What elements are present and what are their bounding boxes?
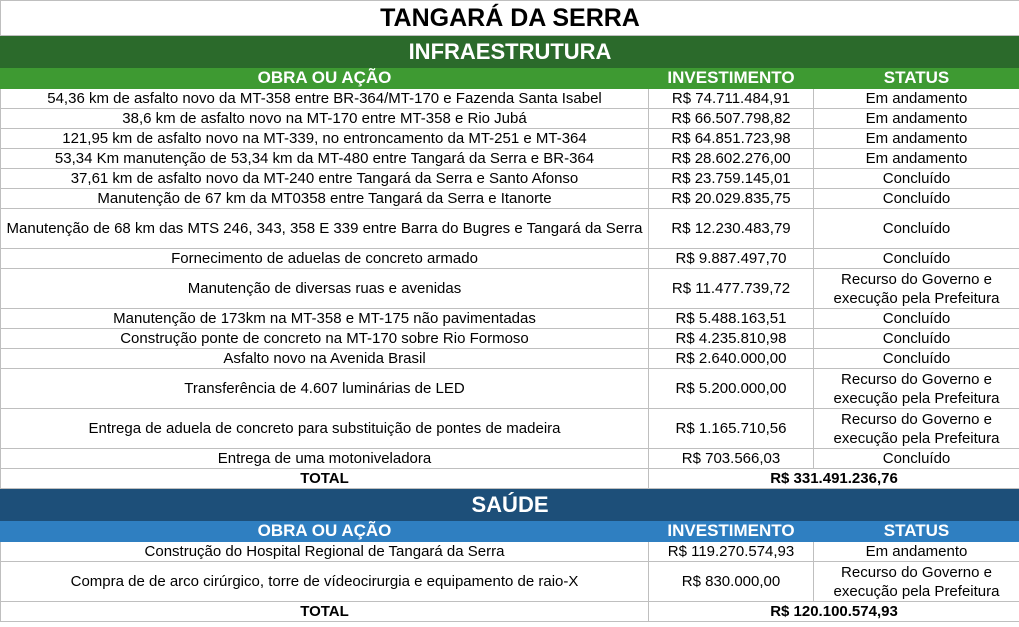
investimento-cell: R$ 23.759.145,01 [649,169,814,189]
total-value: R$ 120.100.574,93 [649,602,1019,622]
investimento-cell: R$ 74.711.484,91 [649,89,814,109]
status-cell: Concluído [814,209,1019,249]
obra-cell: Entrega de uma motoniveladora [1,449,649,469]
status-cell: Recurso do Governo e execução pela Prefeitura [814,369,1019,409]
column-header-investimento: INVESTIMENTO [649,68,814,89]
table-row [1,562,1019,602]
investimento-cell: R$ 28.602.276,00 [649,149,814,169]
status-cell: Em andamento [814,542,1019,562]
investimento-cell: R$ 11.477.739,72 [649,269,814,309]
column-header-investimento: INVESTIMENTO [649,521,814,542]
section-title-infra: INFRAESTRUTURA [1,36,1019,68]
table-row [1,349,1019,369]
obra-cell: Entrega de aduela de concreto para substituição de pontes de madeira [1,409,649,449]
investimento-cell: R$ 20.029.835,75 [649,189,814,209]
investimento-cell: R$ 830.000,00 [649,562,814,602]
total-label: TOTAL [1,469,649,489]
status-cell: Em andamento [814,149,1019,169]
obra-cell: 38,6 km de asfalto novo na MT-170 entre MT-358 e Rio Jubá [1,109,649,129]
investimento-cell: R$ 64.851.723,98 [649,129,814,149]
obra-cell: 37,61 km de asfalto novo da MT-240 entre Tangará da Serra e Santo Afonso [1,169,649,189]
column-header-obra: OBRA OU AÇÃO [1,68,649,89]
investimento-cell: R$ 9.887.497,70 [649,249,814,269]
total-value: R$ 331.491.236,76 [649,469,1019,489]
table-row [1,542,1019,562]
status-cell: Em andamento [814,109,1019,129]
investimento-cell: R$ 66.507.798,82 [649,109,814,129]
obra-cell: Construção ponte de concreto na MT-170 sobre Rio Formoso [1,329,649,349]
table-row [1,309,1019,329]
investimento-cell: R$ 703.566,03 [649,449,814,469]
total-row-saude [1,602,1019,622]
status-cell: Em andamento [814,129,1019,149]
table-row [1,209,1019,249]
status-cell: Em andamento [814,89,1019,109]
investimento-cell: R$ 5.488.163,51 [649,309,814,329]
investimento-cell: R$ 119.270.574,93 [649,542,814,562]
status-cell: Concluído [814,329,1019,349]
table-row [1,89,1019,109]
investimento-cell: R$ 1.165.710,56 [649,409,814,449]
obra-cell: 53,34 Km manutenção de 53,34 km da MT-480 entre Tangará da Serra e BR-364 [1,149,649,169]
status-cell: Concluído [814,169,1019,189]
status-cell: Recurso do Governo e execução pela Prefeitura [814,269,1019,309]
status-cell: Concluído [814,189,1019,209]
column-header-row [1,521,1019,542]
obra-cell: Manutenção de diversas ruas e avenidas [1,269,649,309]
column-header-row [1,68,1019,89]
obra-cell: Manutenção de 67 km da MT0358 entre Tangará da Serra e Itanorte [1,189,649,209]
table-row [1,369,1019,409]
page-title: TANGARÁ DA SERRA [1,1,1019,36]
total-row-infra [1,469,1019,489]
column-header-status: STATUS [814,521,1019,542]
obra-cell: Compra de de arco cirúrgico, torre de vídeocirurgia e equipamento de raio-X [1,562,649,602]
investimento-cell: R$ 12.230.483,79 [649,209,814,249]
obra-cell: Asfalto novo na Avenida Brasil [1,349,649,369]
section-header-infra [1,36,1019,68]
investimento-cell: R$ 5.200.000,00 [649,369,814,409]
table-row [1,249,1019,269]
status-cell: Concluído [814,249,1019,269]
obra-cell: Manutenção de 173km na MT-358 e MT-175 não pavimentadas [1,309,649,329]
investimento-cell: R$ 4.235.810,98 [649,329,814,349]
total-label: TOTAL [1,602,649,622]
status-cell: Recurso do Governo e execução pela Prefeitura [814,562,1019,602]
investimento-cell: R$ 2.640.000,00 [649,349,814,369]
table-row [1,449,1019,469]
obra-cell: 121,95 km de asfalto novo na MT-339, no entroncamento da MT-251 e MT-364 [1,129,649,149]
obra-cell: Construção do Hospital Regional de Tangará da Serra [1,542,649,562]
obra-cell: Fornecimento de aduelas de concreto armado [1,249,649,269]
column-header-status: STATUS [814,68,1019,89]
column-header-obra: OBRA OU AÇÃO [1,521,649,542]
status-cell: Concluído [814,449,1019,469]
section-header-saude [1,489,1019,521]
table-row [1,109,1019,129]
section-title-saude: SAÚDE [1,489,1019,521]
table-row [1,409,1019,449]
status-cell: Recurso do Governo e execução pela Prefeitura [814,409,1019,449]
table-row [1,329,1019,349]
obra-cell: Manutenção de 68 km das MTS 246, 343, 358 E 339 entre Barra do Bugres e Tangará da Serra [1,209,649,249]
table-row [1,269,1019,309]
status-cell: Concluído [814,349,1019,369]
obra-cell: 54,36 km de asfalto novo da MT-358 entre BR-364/MT-170 e Fazenda Santa Isabel [1,89,649,109]
status-cell: Concluído [814,309,1019,329]
table-row [1,169,1019,189]
title-row [1,1,1019,36]
table-row [1,129,1019,149]
obra-cell: Transferência de 4.607 luminárias de LED [1,369,649,409]
table-row [1,149,1019,169]
table-row [1,189,1019,209]
